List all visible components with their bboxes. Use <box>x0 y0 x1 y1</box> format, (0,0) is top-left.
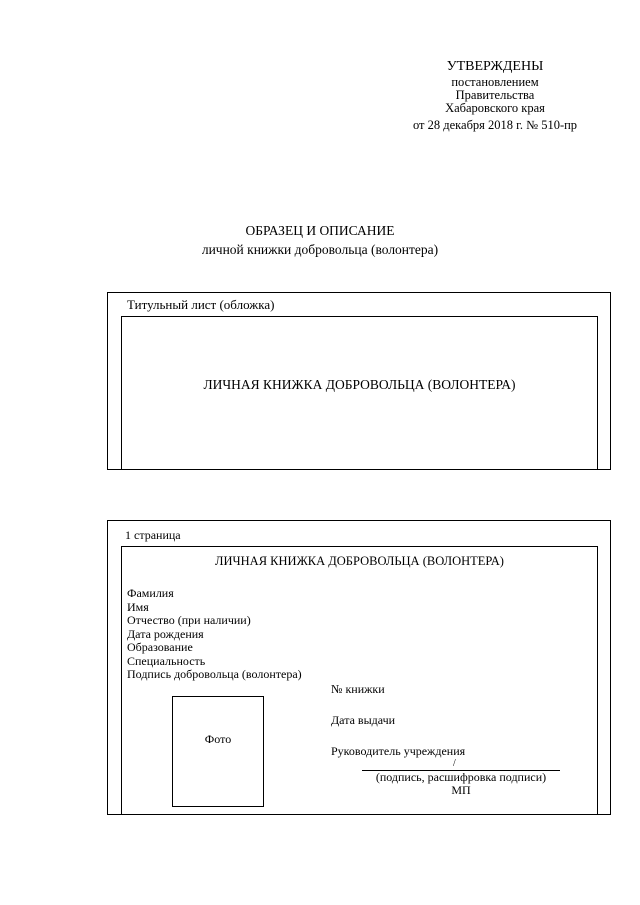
page1-label: 1 страница <box>125 528 181 542</box>
field-surname: Фамилия <box>127 586 174 600</box>
cover-inner-frame <box>121 316 598 470</box>
approval-line-1: постановлением <box>451 75 539 89</box>
issue-date-label: Дата выдачи <box>331 713 396 727</box>
approval-line-2: Правительства <box>455 88 535 102</box>
document-title: ОБРАЗЕЦ И ОПИСАНИЕ <box>245 223 395 238</box>
field-birth-date: Дата рождения <box>127 626 204 641</box>
photo-box <box>172 696 264 807</box>
signature-separator: / <box>453 758 456 769</box>
field-patronymic: Отчество (при наличии) <box>127 613 251 627</box>
head-of-institution-label: Руководитель учреждения <box>331 744 466 758</box>
approval-heading: УТВЕРЖДЕНЫ <box>446 59 544 74</box>
approval-line-3: Хабаровского края <box>445 101 545 115</box>
photo-label: Фото <box>204 732 232 746</box>
cover-title: ЛИЧНАЯ КНИЖКА ДОБРОВОЛЬЦА (ВОЛОНТЕРА) <box>203 377 516 392</box>
stamp-label: МП <box>451 783 471 797</box>
approval-date: от 28 декабря 2018 г. № 510-пр <box>412 118 578 132</box>
field-education: Образование <box>127 640 193 654</box>
personal-fields-list <box>127 587 302 682</box>
field-specialty: Специальность <box>127 653 206 668</box>
book-number-label: № книжки <box>331 682 385 696</box>
page1-title: ЛИЧНАЯ КНИЖКА ДОБРОВОЛЬЦА (ВОЛОНТЕРА) <box>215 554 504 568</box>
signature-caption: (подпись, расшифровка подписи) <box>375 770 547 784</box>
approval-block <box>360 58 630 133</box>
field-volunteer-signature: Подпись добровольца (волонтера) <box>127 667 302 681</box>
document-subtitle: личной книжки добровольца (волонтера) <box>201 242 439 257</box>
field-name: Имя <box>127 599 149 614</box>
cover-label: Титульный лист (обложка) <box>127 297 275 312</box>
